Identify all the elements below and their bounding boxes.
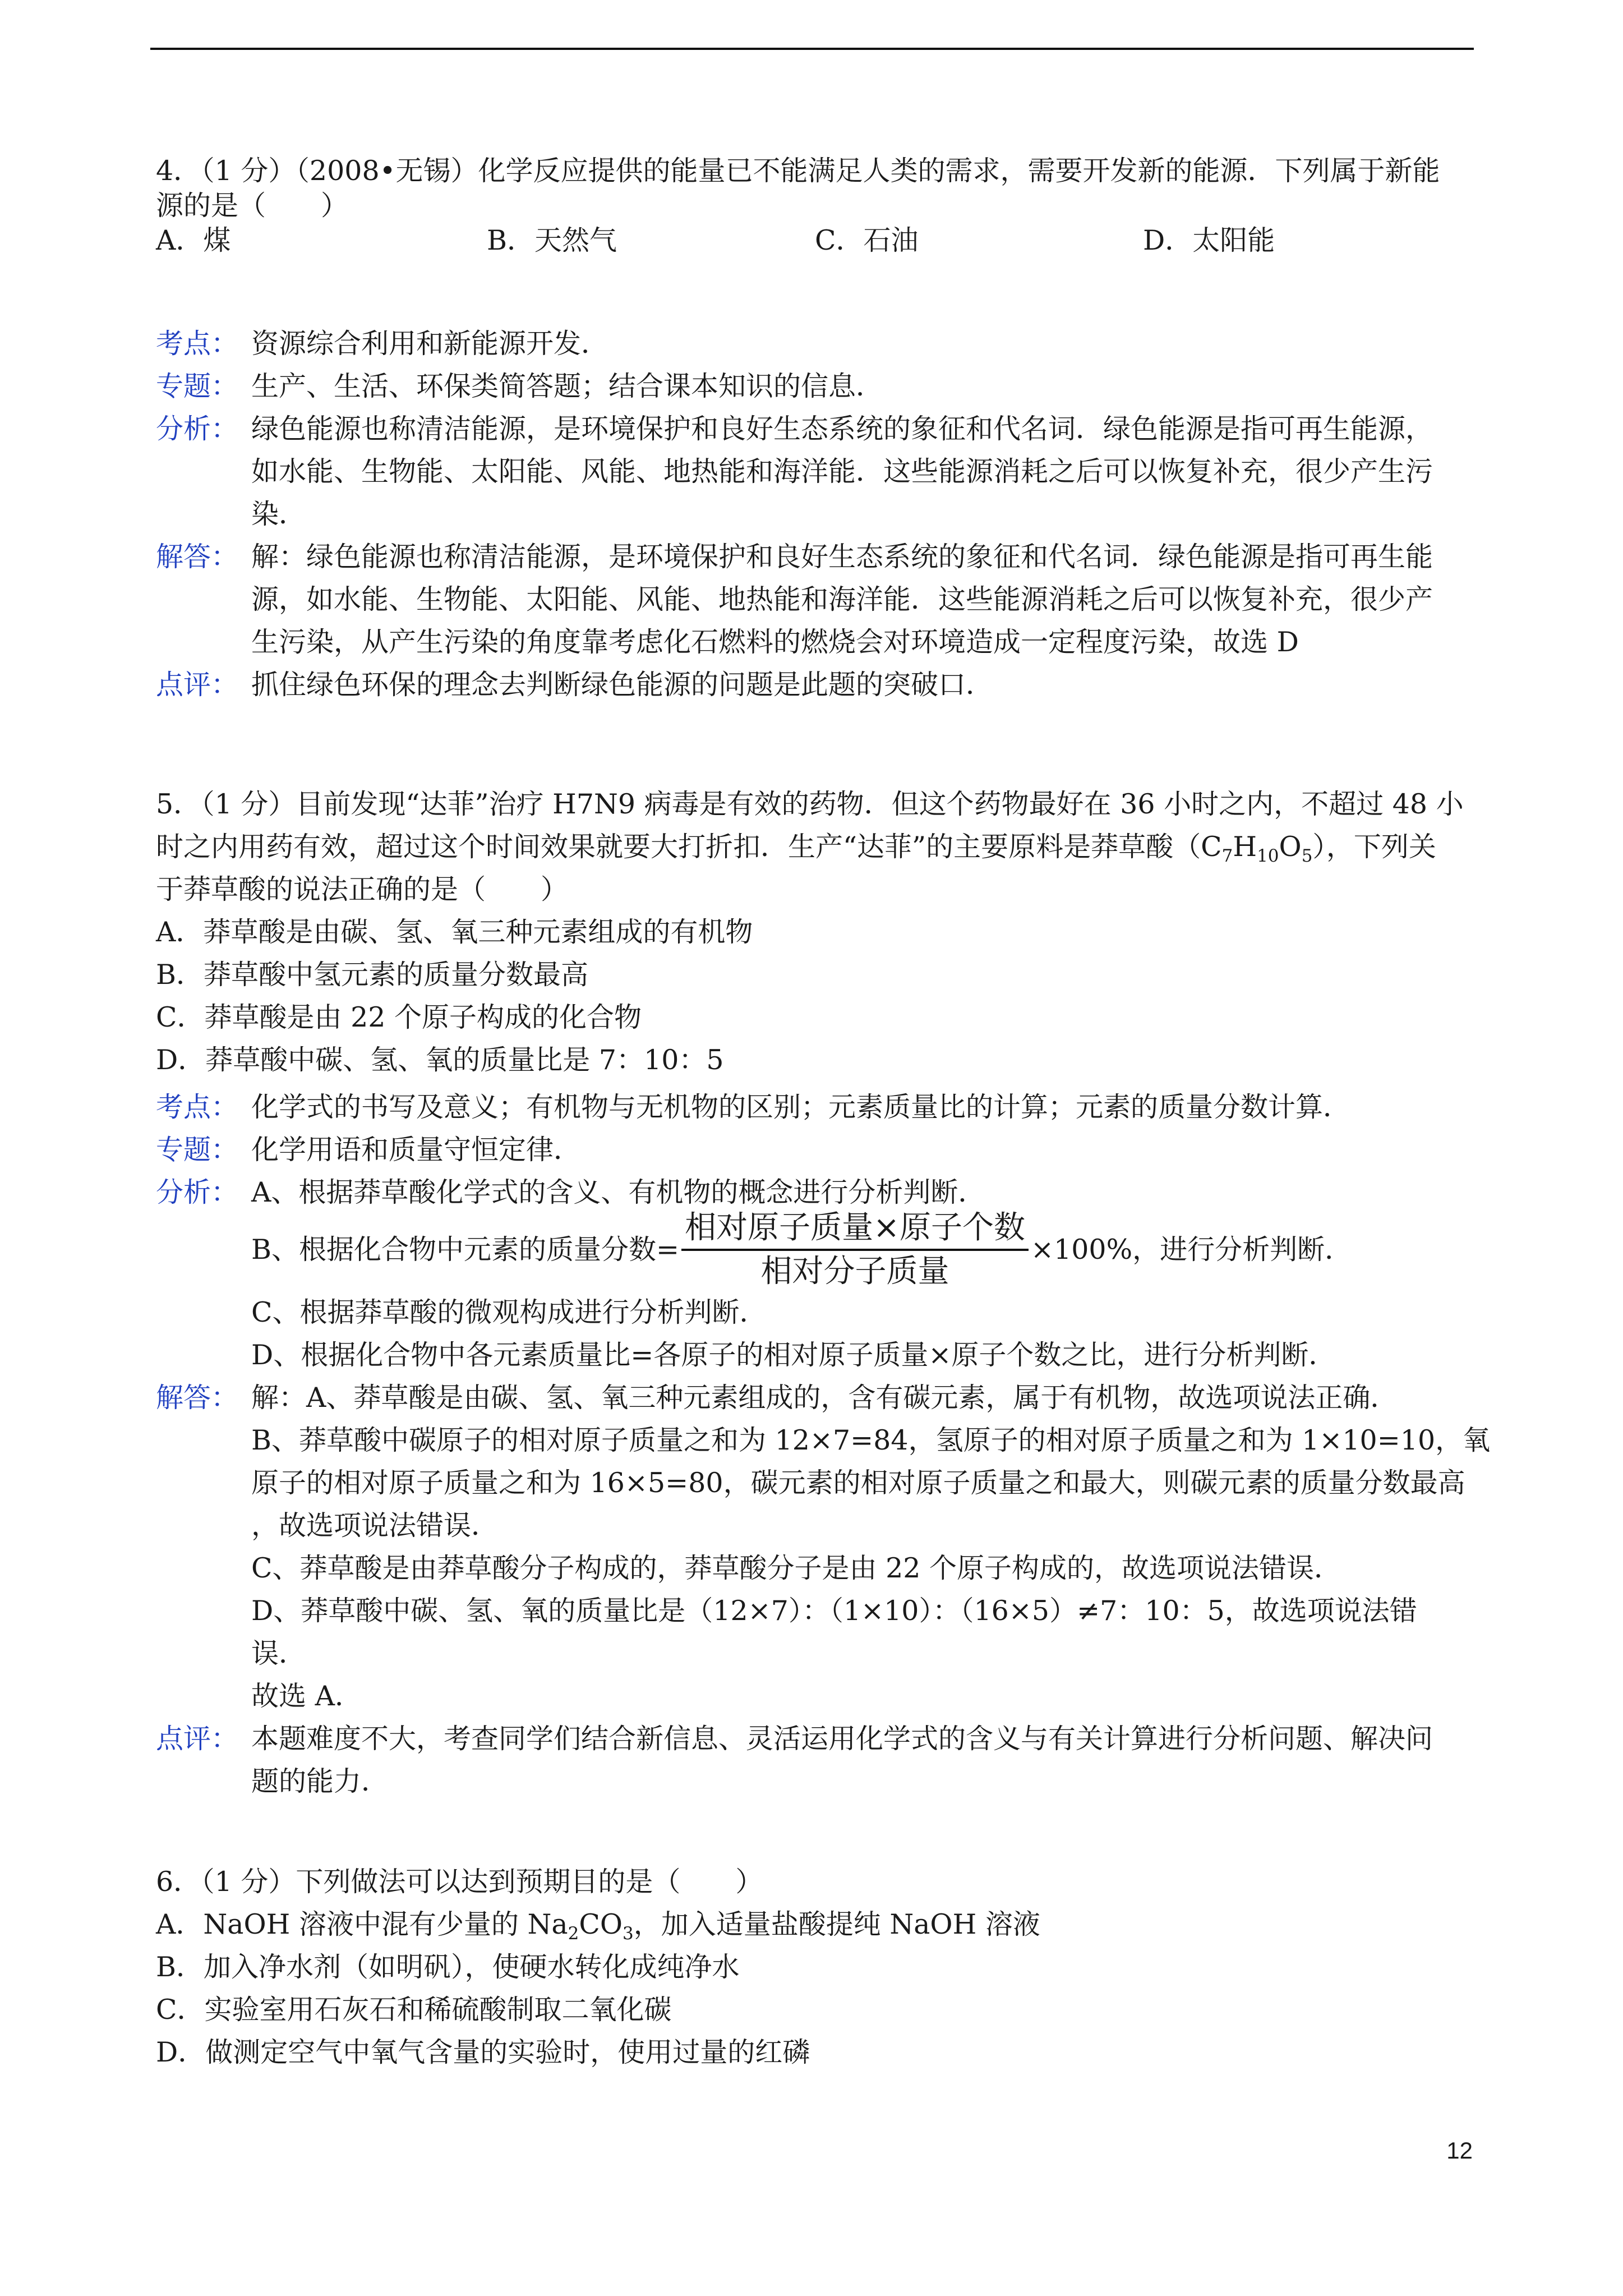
fenxi-label: 分析： — [156, 1176, 239, 1208]
answer-block-4 — [156, 326, 1479, 702]
option-a: A．煤 — [156, 224, 231, 256]
question-stem: 时之内用药有效，超过这个时间效果就要大打折扣．生产“达菲”的主要原料是莽草酸$(C_7H_{10}O_5)$，下列关 — [156, 831, 1436, 866]
question-5 — [156, 787, 1479, 1078]
jieda-text: 故选 A． — [251, 1680, 362, 1712]
jieda-text: 解：绿色能源也称清洁能源，是环境保护和良好生态系统的象征和代名词．绿色能源是指可再生能 — [251, 541, 1433, 573]
answer-block-5 — [156, 1090, 1491, 1799]
zhuanti-text: 生产、生活、环保类简答题；结合课本知识的信息． — [251, 370, 884, 402]
jieda-label: 解答： — [156, 541, 239, 573]
fraction-denominator: 相对分子质量 — [760, 1253, 949, 1290]
jieda-text: 误． — [251, 1637, 307, 1669]
option-a: A．莽草酸是由碳、氢、氧三种元素组成的有机物 — [156, 916, 753, 948]
fraction — [681, 1208, 1029, 1291]
option-b: B．加入净水剂（如明矾），使硬水转化成纯净水 — [156, 1951, 740, 1983]
kaodian-text: 资源综合利用和新能源开发． — [251, 328, 609, 360]
fenxi-text: C、根据莽草酸的微观构成进行分析判断． — [251, 1296, 767, 1328]
dianping-text: 抓住绿色环保的理念去判断绿色能源的问题是此题的突破口． — [251, 669, 994, 701]
fenxi-text: 绿色能源也称清洁能源，是环境保护和良好生态系统的象征和代名词．绿色能源是指可再生能源， — [251, 413, 1433, 445]
dianping-text: 题的能力． — [251, 1765, 389, 1797]
question-stem: 源的是（ ） — [156, 190, 349, 222]
jieda-text: 源，如水能、生物能、太阳能、风能、地热能和海洋能．这些能源消耗之后可以恢复补充，很少产 — [251, 583, 1433, 615]
jieda-text: ，故选项说法错误． — [251, 1510, 499, 1542]
dianping-label: 点评： — [156, 669, 239, 701]
question-stem: 5．（1 分）目前发现“达菲”治疗 H7N9 病毒是有效的药物．但这个药物最好在 36 小时之内，不超过 48 小 — [156, 788, 1464, 820]
option-d: D．太阳能 — [1143, 224, 1275, 256]
question-6 — [156, 1865, 1479, 2070]
dianping-text: 本题难度不大，考查同学们结合新信息、灵活运用化学式的含义与有关计算进行分析问题、解决问 — [251, 1723, 1433, 1755]
zhuanti-text: 化学用语和质量守恒定律． — [251, 1134, 582, 1166]
fenxi-text: 如水能、生物能、太阳能、风能、地热能和海洋能．这些能源消耗之后可以恢复补充，很少产生污 — [251, 455, 1433, 487]
option-c: C．实验室用石灰石和稀硫酸制取二氧化碳 — [156, 1994, 672, 2026]
jieda-text: B、莽草酸中碳原子的相对原子质量之和为 12×7=84，氢原子的相对原子质量之和为 1×10=10，氧 — [251, 1424, 1491, 1456]
jieda-text: C、莽草酸是由莽草酸分子构成的，莽草酸分子是由 22 个原子构成的，故选项说法错误． — [251, 1552, 1341, 1584]
option-b: B．天然气 — [487, 224, 617, 256]
options-row — [156, 223, 1479, 258]
option-b: B．莽草酸中氢元素的质量分数最高 — [156, 959, 589, 991]
jieda-text: D、莽草酸中碳、氢、氧的质量比是（12×7）：（1×10）：（16×5）≠7：10：5，故选项说法错 — [251, 1595, 1417, 1627]
header-rule — [150, 48, 1474, 50]
question-4 — [156, 154, 1479, 258]
jieda-text: 解：A、莽草酸是由碳、氢、氧三种元素组成的，含有碳元素，属于有机物，故选项说法正确． — [251, 1382, 1398, 1414]
dianping-label: 点评： — [156, 1723, 239, 1755]
jieda-text: 生污染，从产生污染的角度靠考虑化石燃料的燃烧会对环境造成一定程度污染，故选 D — [251, 626, 1299, 658]
question-stem: 4．（1 分）（2008•无锡）化学反应提供的能量已不能满足人类的需求，需要开发新的能源．下列属于新能 — [156, 155, 1440, 187]
fenxi-text: 染． — [251, 498, 307, 530]
kaodian-text: 化学式的书写及意义；有机物与无机物的区别；元素质量比的计算；元素的质量分数计算． — [251, 1091, 1351, 1123]
option-c: C．莽草酸是由 22 个原子构成的化合物 — [156, 1001, 642, 1033]
option-a: A．NaOH 溶液中混有少量的 $Na_2CO_3$，加入适量盐酸提纯 NaOH 溶液 — [156, 1908, 1040, 1944]
fenxi-label: 分析： — [156, 413, 239, 445]
option-c: C．石油 — [815, 224, 919, 256]
fenxi-text: A、根据莽草酸化学式的含义、有机物的概念进行分析判断． — [251, 1176, 986, 1208]
zhuanti-label: 专题： — [156, 1134, 239, 1166]
zhuanti-label: 专题： — [156, 370, 239, 402]
option-d: D．做测定空气中氧气含量的实验时，使用过量的红磷 — [156, 2036, 810, 2068]
mass-fraction-formula: B、根据化合物中元素的质量分数= $\frac{\text{相对原子质量×原子个数}}{\text{相对分子质量}}$ ×100%，进行分析判断． — [156, 1212, 1479, 1287]
option-d: D．莽草酸中碳、氢、氧的质量比是 7：10：5 — [156, 1044, 724, 1076]
fenxi-text: D、根据化合物中各元素质量比=各原子的相对原子质量×原子个数之比，进行分析判断． — [251, 1339, 1336, 1371]
question-stem: 6．（1 分）下列做法可以达到预期目的是（ ） — [156, 1866, 763, 1898]
jieda-text: 原子的相对原子质量之和为 16×5=80，碳元素的相对原子质量之和最大，则碳元素的质量分数最高 — [251, 1467, 1465, 1499]
kaodian-label: 考点： — [156, 328, 239, 360]
kaodian-label: 考点： — [156, 1091, 239, 1123]
question-stem: 于莽草酸的说法正确的是（ ） — [156, 873, 569, 905]
jieda-label: 解答： — [156, 1382, 239, 1414]
fraction-numerator: 相对原子质量×原子个数 — [681, 1208, 1029, 1251]
page-number: 12 — [1446, 2137, 1473, 2164]
